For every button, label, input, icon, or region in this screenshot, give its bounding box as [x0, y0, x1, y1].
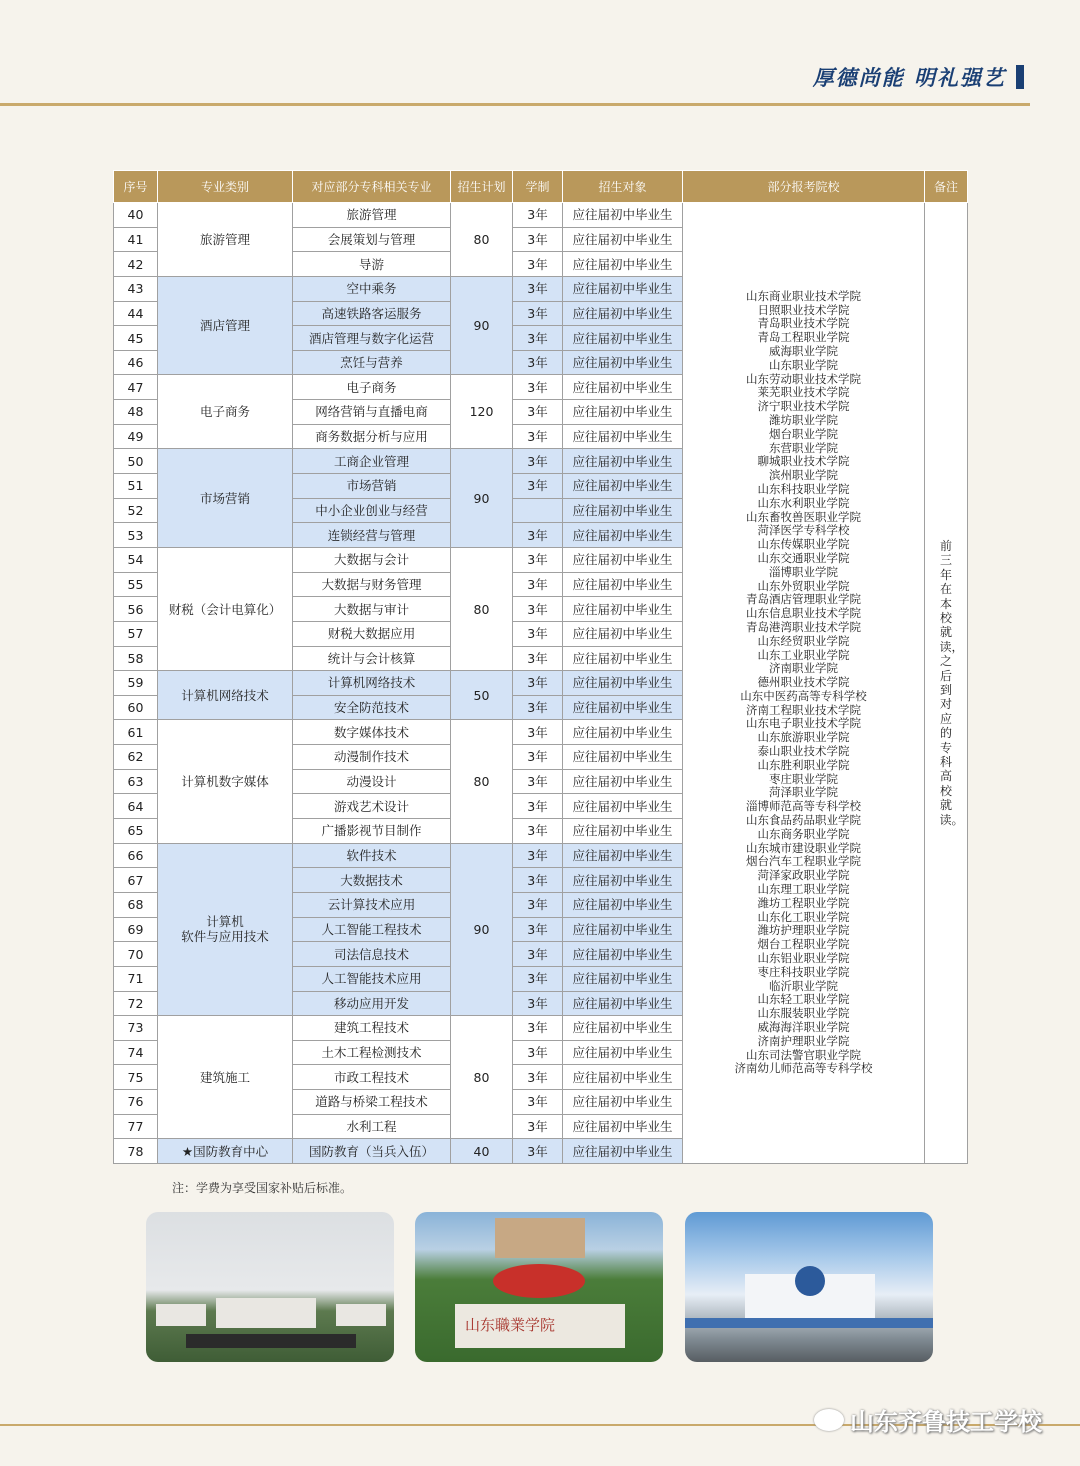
row-number: 41 [114, 227, 158, 252]
major-cell: 国防教育（当兵入伍） [293, 1139, 451, 1164]
years-cell: 3年 [513, 1139, 563, 1164]
row-number: 40 [114, 203, 158, 228]
years-cell: 3年 [513, 1040, 563, 1065]
watermark [814, 1402, 1042, 1437]
plan-cell: 90 [451, 843, 513, 1015]
target-cell: 应往届初中毕业生 [563, 203, 683, 228]
remark-cell [925, 203, 968, 1164]
major-cell: 商务数据分析与应用 [293, 424, 451, 449]
row-number: 55 [114, 572, 158, 597]
years-cell: 3年 [513, 646, 563, 671]
major-cell: 大数据技术 [293, 868, 451, 893]
major-cell: 高速铁路客运服务 [293, 301, 451, 326]
years-cell: 3年 [513, 843, 563, 868]
years-cell: 3年 [513, 375, 563, 400]
row-number: 45 [114, 326, 158, 351]
years-cell: 3年 [513, 1016, 563, 1041]
major-cell: 道路与桥梁工程技术 [293, 1090, 451, 1115]
years-cell: 3年 [513, 547, 563, 572]
target-cell: 应往届初中毕业生 [563, 1139, 683, 1164]
category-cell: 建筑施工 [158, 1016, 293, 1139]
major-cell: 土木工程检测技术 [293, 1040, 451, 1065]
row-number: 56 [114, 597, 158, 622]
target-cell: 应往届初中毕业生 [563, 326, 683, 351]
major-cell: 市政工程技术 [293, 1065, 451, 1090]
slogan-bar [1016, 65, 1024, 89]
row-number: 77 [114, 1114, 158, 1139]
row-number: 69 [114, 917, 158, 942]
target-cell: 应往届初中毕业生 [563, 498, 683, 523]
row-number: 78 [114, 1139, 158, 1164]
schools-cell: 山东商业职业技术学院 日照职业技术学院 青岛职业技术学院 青岛工程职业学院 威海职业学院 山东职业学院 山东劳动职业技术学院 莱芜职业技术学院 济宁职业技术学院 潍坊职业学院 烟台职业学院 东营职业学院 聊城职业技术学院 滨州职业学院 山东科技职业学院 山东水利职业学院 山东畜牧兽医职业学院 菏泽医学专科学校 山东传媒职业学院 山东交通职业学院 淄博职业学院 山东外贸职业学院 青岛酒店管理职业学院 山东信息职业技术学院 青岛港湾职业技术学院 山东经贸职业学院 山东工业职业学院 济南职业学院 德州职业技术学院 山东中医药高等专科学校 济南工程职业技术学院 山东电子职业技术学院 山东旅游职业学院 泰山职业技术学院 山东胜利职业学院 枣庄职业学院 菏泽职业学院 淄博师范高等专科学校 山东食品药品职业学院 山东商务职业学院 山东城市建设职业学院 烟台汽车工程职业学院 菏泽家政职业学院 山东理工职业学院 潍坊工程职业学院 山东化工职业学院 潍坊护理职业学院 烟台工程职业学院 山东铝业职业学院 枣庄科技职业学院 临沂职业学院 山东轻工职业学院 山东服装职业学院 威海海洋职业学院 济南护理职业学院 山东司法警官职业学院 济南幼儿师范高等专科学校 [683, 203, 925, 1164]
major-cell: 软件技术 [293, 843, 451, 868]
major-cell: 酒店管理与数字化运营 [293, 326, 451, 351]
major-cell: 安全防范技术 [293, 695, 451, 720]
row-number: 76 [114, 1090, 158, 1115]
row-number: 60 [114, 695, 158, 720]
row-number: 73 [114, 1016, 158, 1041]
row-number: 74 [114, 1040, 158, 1065]
years-cell: 3年 [513, 326, 563, 351]
campus-photo-1 [146, 1212, 394, 1362]
row-number: 49 [114, 424, 158, 449]
table-header-row [114, 171, 968, 203]
slogan [813, 62, 1024, 92]
major-cell: 财税大数据应用 [293, 621, 451, 646]
header-cell: 部分报考院校 [683, 171, 925, 203]
category-cell: 酒店管理 [158, 276, 293, 375]
years-cell: 3年 [513, 917, 563, 942]
major-cell: 空中乘务 [293, 276, 451, 301]
category-cell: 计算机数字媒体 [158, 720, 293, 843]
plan-cell: 90 [451, 276, 513, 375]
row-number: 75 [114, 1065, 158, 1090]
table-header [114, 171, 968, 203]
major-cell: 网络营销与直播电商 [293, 400, 451, 425]
major-cell: 计算机网络技术 [293, 671, 451, 696]
target-cell: 应往届初中毕业生 [563, 474, 683, 499]
row-number: 52 [114, 498, 158, 523]
plan-cell: 50 [451, 671, 513, 720]
years-cell: 3年 [513, 227, 563, 252]
watermark-text: 山东齐鲁技工学校 [850, 1408, 1042, 1436]
major-cell: 旅游管理 [293, 203, 451, 228]
target-cell: 应往届初中毕业生 [563, 695, 683, 720]
target-cell: 应往届初中毕业生 [563, 227, 683, 252]
target-cell: 应往届初中毕业生 [563, 252, 683, 277]
target-cell: 应往届初中毕业生 [563, 276, 683, 301]
row-number: 57 [114, 621, 158, 646]
target-cell: 应往届初中毕业生 [563, 523, 683, 548]
plan-cell: 80 [451, 203, 513, 277]
target-cell: 应往届初中毕业生 [563, 794, 683, 819]
header-cell: 专业类别 [158, 171, 293, 203]
years-cell: 3年 [513, 892, 563, 917]
target-cell: 应往届初中毕业生 [563, 375, 683, 400]
row-number: 54 [114, 547, 158, 572]
years-cell: 3年 [513, 966, 563, 991]
row-number: 44 [114, 301, 158, 326]
major-cell: 统计与会计核算 [293, 646, 451, 671]
years-cell: 3年 [513, 991, 563, 1016]
row-number: 62 [114, 745, 158, 770]
row-number: 61 [114, 720, 158, 745]
campus-photo-3 [685, 1212, 933, 1362]
major-cell: 大数据与财务管理 [293, 572, 451, 597]
table-body [114, 203, 968, 1164]
target-cell: 应往届初中毕业生 [563, 646, 683, 671]
category-cell: 财税（会计电算化） [158, 547, 293, 670]
years-cell: 3年 [513, 769, 563, 794]
major-cell: 工商企业管理 [293, 449, 451, 474]
plan-cell: 40 [451, 1139, 513, 1164]
row-number: 59 [114, 671, 158, 696]
row-number: 66 [114, 843, 158, 868]
row-number: 58 [114, 646, 158, 671]
header-cell: 招生计划 [451, 171, 513, 203]
row-number: 63 [114, 769, 158, 794]
target-cell: 应往届初中毕业生 [563, 942, 683, 967]
category-cell: 市场营销 [158, 449, 293, 548]
target-cell: 应往届初中毕业生 [563, 892, 683, 917]
years-cell: 3年 [513, 695, 563, 720]
years-cell: 3年 [513, 942, 563, 967]
header-cell: 序号 [114, 171, 158, 203]
years-cell: 3年 [513, 203, 563, 228]
target-cell: 应往届初中毕业生 [563, 350, 683, 375]
row-number: 47 [114, 375, 158, 400]
years-cell: 3年 [513, 400, 563, 425]
major-cell: 市场营销 [293, 474, 451, 499]
remark-text: 前三年在本校就读，之后到对应的专科高校就读。 [939, 539, 964, 827]
target-cell: 应往届初中毕业生 [563, 769, 683, 794]
target-cell: 应往届初中毕业生 [563, 1040, 683, 1065]
plan-cell: 80 [451, 547, 513, 670]
row-number: 68 [114, 892, 158, 917]
major-cell: 建筑工程技术 [293, 1016, 451, 1041]
top-divider [0, 103, 1030, 106]
header-cell: 备注 [925, 171, 968, 203]
slogan-text: 厚德尚能 明礼强艺 [812, 65, 1006, 90]
target-cell: 应往届初中毕业生 [563, 621, 683, 646]
target-cell: 应往届初中毕业生 [563, 449, 683, 474]
years-cell: 3年 [513, 523, 563, 548]
major-cell: 连锁经营与管理 [293, 523, 451, 548]
major-cell: 大数据与审计 [293, 597, 451, 622]
row-number: 48 [114, 400, 158, 425]
target-cell: 应往届初中毕业生 [563, 991, 683, 1016]
wechat-icon [814, 1409, 844, 1431]
years-cell: 3年 [513, 1065, 563, 1090]
years-cell: 3年 [513, 819, 563, 844]
major-cell: 游戏艺术设计 [293, 794, 451, 819]
major-cell: 广播影视节目制作 [293, 819, 451, 844]
years-cell: 3年 [513, 301, 563, 326]
years-cell: 3年 [513, 671, 563, 696]
category-cell: 计算机 软件与应用技术 [158, 843, 293, 1015]
target-cell: 应往届初中毕业生 [563, 843, 683, 868]
category-cell: 计算机网络技术 [158, 671, 293, 720]
header-cell: 招生对象 [563, 171, 683, 203]
plan-cell: 90 [451, 449, 513, 548]
years-cell: 3年 [513, 1090, 563, 1115]
target-cell: 应往届初中毕业生 [563, 547, 683, 572]
years-cell: 3年 [513, 794, 563, 819]
years-cell: 3年 [513, 572, 563, 597]
header-cell: 对应部分专科相关专业 [293, 171, 451, 203]
target-cell: 应往届初中毕业生 [563, 1114, 683, 1139]
years-cell: 3年 [513, 350, 563, 375]
years-cell: 3年 [513, 474, 563, 499]
header-cell: 学制 [513, 171, 563, 203]
row-number: 67 [114, 868, 158, 893]
years-cell: 3年 [513, 597, 563, 622]
major-cell: 电子商务 [293, 375, 451, 400]
row-number: 53 [114, 523, 158, 548]
major-cell: 中小企业创业与经营 [293, 498, 451, 523]
target-cell: 应往届初中毕业生 [563, 1090, 683, 1115]
plan-cell: 80 [451, 720, 513, 843]
target-cell: 应往届初中毕业生 [563, 597, 683, 622]
years-cell: 3年 [513, 745, 563, 770]
category-cell: 旅游管理 [158, 203, 293, 277]
category-cell: ★国防教育中心 [158, 1139, 293, 1164]
years-cell: 3年 [513, 1114, 563, 1139]
years-cell [513, 498, 563, 523]
major-cell: 司法信息技术 [293, 942, 451, 967]
row-number: 46 [114, 350, 158, 375]
row-number: 70 [114, 942, 158, 967]
target-cell: 应往届初中毕业生 [563, 301, 683, 326]
years-cell: 3年 [513, 449, 563, 474]
footnote: 注：学费为享受国家补贴后标准。 [172, 1181, 353, 1195]
row-number: 42 [114, 252, 158, 277]
target-cell: 应往届初中毕业生 [563, 671, 683, 696]
enrollment-table [113, 170, 968, 1164]
years-cell: 3年 [513, 868, 563, 893]
major-cell: 动漫设计 [293, 769, 451, 794]
years-cell: 3年 [513, 424, 563, 449]
row-number: 71 [114, 966, 158, 991]
campus-photo-2 [415, 1212, 663, 1362]
years-cell: 3年 [513, 252, 563, 277]
target-cell: 应往届初中毕业生 [563, 572, 683, 597]
row-number: 64 [114, 794, 158, 819]
years-cell: 3年 [513, 720, 563, 745]
major-cell: 人工智能工程技术 [293, 917, 451, 942]
row-number: 65 [114, 819, 158, 844]
target-cell: 应往届初中毕业生 [563, 424, 683, 449]
table-row [114, 203, 968, 228]
target-cell: 应往届初中毕业生 [563, 917, 683, 942]
years-cell: 3年 [513, 621, 563, 646]
target-cell: 应往届初中毕业生 [563, 400, 683, 425]
years-cell: 3年 [513, 276, 563, 301]
target-cell: 应往届初中毕业生 [563, 868, 683, 893]
row-number: 43 [114, 276, 158, 301]
target-cell: 应往届初中毕业生 [563, 745, 683, 770]
category-cell: 电子商务 [158, 375, 293, 449]
target-cell: 应往届初中毕业生 [563, 1065, 683, 1090]
major-cell: 水利工程 [293, 1114, 451, 1139]
major-cell: 动漫制作技术 [293, 745, 451, 770]
row-number: 51 [114, 474, 158, 499]
major-cell: 导游 [293, 252, 451, 277]
major-cell: 数字媒体技术 [293, 720, 451, 745]
row-number: 50 [114, 449, 158, 474]
plan-cell: 80 [451, 1016, 513, 1139]
major-cell: 会展策划与管理 [293, 227, 451, 252]
plan-cell: 120 [451, 375, 513, 449]
target-cell: 应往届初中毕业生 [563, 966, 683, 991]
target-cell: 应往届初中毕业生 [563, 1016, 683, 1041]
major-cell: 人工智能技术应用 [293, 966, 451, 991]
campus-sign: 山东職業学院 [465, 1316, 556, 1334]
target-cell: 应往届初中毕业生 [563, 819, 683, 844]
major-cell: 大数据与会计 [293, 547, 451, 572]
target-cell: 应往届初中毕业生 [563, 720, 683, 745]
major-cell: 移动应用开发 [293, 991, 451, 1016]
row-number: 72 [114, 991, 158, 1016]
major-cell: 云计算技术应用 [293, 892, 451, 917]
major-cell: 烹饪与营养 [293, 350, 451, 375]
